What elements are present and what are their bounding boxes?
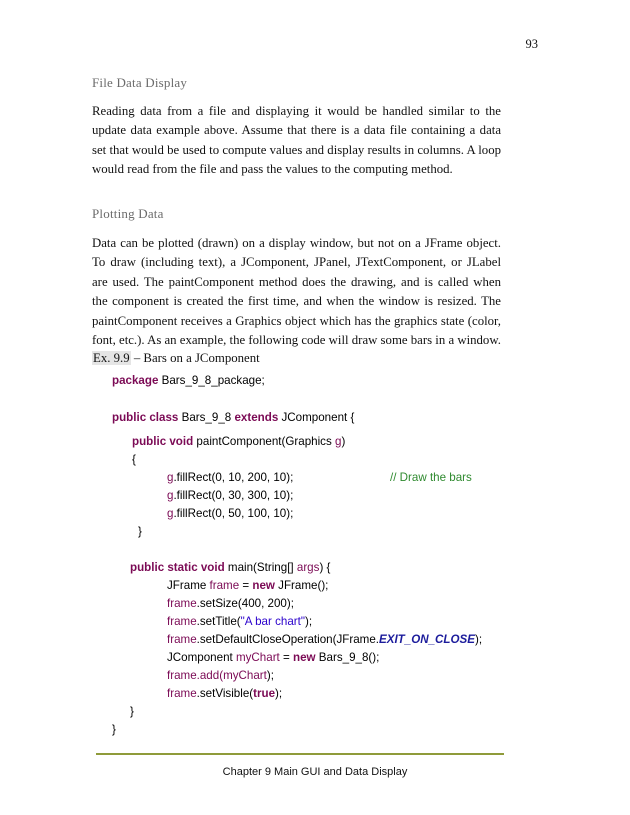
code-line-new-jcomponent: JComponent myChart = new Bars_9_8(); <box>167 651 380 664</box>
example-label: Ex. 9.9 <box>93 351 130 365</box>
code-line-setvisible: frame.setVisible(true); <box>167 687 283 700</box>
code-comment-draw-bars: // Draw the bars <box>390 471 472 484</box>
code-line-fillrect-1: g.fillRect(0, 10, 200, 10); <box>167 471 294 484</box>
code-line-fillrect-2: g.fillRect(0, 30, 300, 10); <box>167 489 294 502</box>
code-line-package: package Bars_9_8_package; <box>112 374 265 387</box>
footer-rule <box>96 753 504 755</box>
footer-chapter-title: Chapter 9 Main GUI and Data Display <box>222 766 408 778</box>
code-line-close-brace-main: } <box>130 705 134 718</box>
code-line-settitle: frame.setTitle("A bar chart"); <box>167 615 313 628</box>
section-heading-file-data-display: File Data Display <box>92 75 188 90</box>
example-title: – Bars on a JComponent <box>130 351 260 365</box>
code-line-class: public class Bars_9_8 extends JComponent { <box>112 411 355 424</box>
paragraph-file-data-display: Reading data from a file and displaying it would be handled similar to the update data example above. Assume that there is a data file containing a data set that would be used to compute values and display results in columns. A loop would read from the file and pass the values to the computing method. <box>92 104 501 177</box>
example-caption <box>92 351 260 366</box>
code-line-main: public static void main(String[] args) { <box>130 561 331 574</box>
code-line-setsize: frame.setSize(400, 200); <box>167 597 294 610</box>
section-heading-plotting-data: Plotting Data <box>92 206 164 221</box>
page-number: 93 <box>525 37 538 51</box>
code-line-add: frame.add(myChart); <box>167 669 274 682</box>
code-line-open-brace: { <box>132 453 136 466</box>
code-line-fillrect-3: g.fillRect(0, 50, 100, 10); <box>167 507 294 520</box>
code-line-close-brace-class: } <box>112 723 116 736</box>
code-line-paint-component: public void paintComponent(Graphics g) <box>132 435 346 448</box>
code-line-setdefaultclose: frame.setDefaultCloseOperation(JFrame.EXIT_ON_CLOSE); <box>167 633 483 646</box>
code-line-close-brace-paint: } <box>138 525 142 538</box>
code-line-new-jframe: JFrame frame = new JFrame(); <box>167 579 329 592</box>
paragraph-plotting-data: Data can be plotted (drawn) on a display window, but not on a JFrame object. To draw (including text), a JComponent, JPanel, JTextComponent, or JLabel are used. The paintComponent method does the drawing, and is called when the component is created the first time, and when the window is resized. The paintComponent receives a Graphics object which has the graphics state (color, font, etc.). As an example, the following code will draw some bars in a window. <box>92 236 501 348</box>
